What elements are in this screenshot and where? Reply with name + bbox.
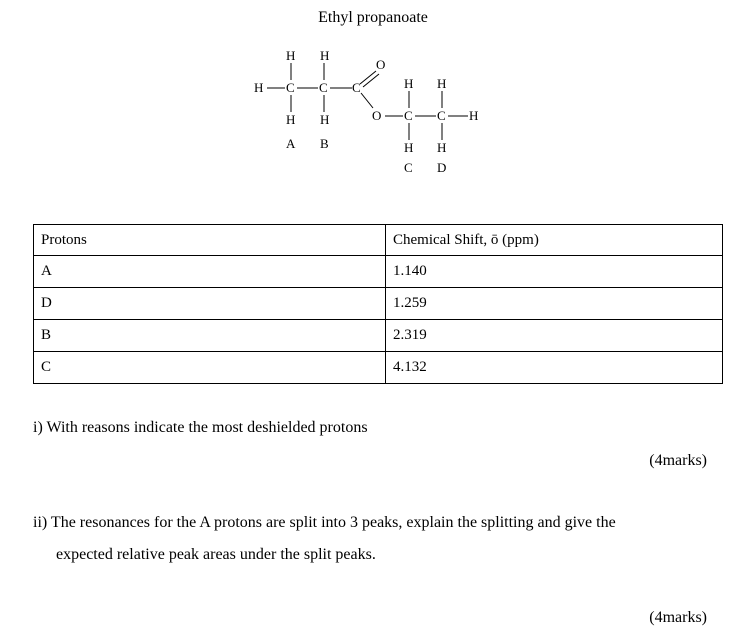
question-2-marks: (4marks) [649,609,707,626]
table-row [34,256,723,288]
question-2-line-1: ii) The resonances for the A protons are split into 3 peaks, explain the splitting and give the [33,514,616,531]
header-chemical-shift: Chemical Shift, ō (ppm) [386,225,723,256]
atom-c: C [319,80,328,95]
atom-h: H [437,76,447,91]
chemical-shift-table [33,224,723,384]
table-row [34,320,723,352]
atom-h: H [404,140,414,155]
atom-c: C [437,108,446,123]
shift-cell: 2.319 [386,320,723,352]
page-title: Ethyl propanoate [318,9,428,26]
atom-h: H [437,140,447,155]
table-row [34,288,723,320]
label-a: A [286,136,296,151]
atom-c: C [286,80,295,95]
structural-formula [240,40,500,190]
atom-h: H [320,48,330,63]
label-c: C [404,160,413,175]
proton-cell: B [34,320,386,352]
atom-o: O [372,108,382,123]
question-2-line-2: expected relative peak areas under the split peaks. [56,546,376,563]
atom-c: C [352,80,361,95]
atom-h: H [286,48,296,63]
label-d: D [437,160,447,175]
label-b: B [320,136,329,151]
question-1-marks: (4marks) [649,452,707,469]
shift-cell: 4.132 [386,352,723,384]
atom-h: H [254,80,264,95]
shift-cell: 1.259 [386,288,723,320]
atom-h: H [469,108,479,123]
atom-h: H [320,112,330,127]
atom-h: H [286,112,296,127]
question-1-text: i) With reasons indicate the most deshielded protons [33,419,368,436]
shift-cell: 1.140 [386,256,723,288]
proton-cell: A [34,256,386,288]
header-protons: Protons [34,225,386,256]
proton-cell: D [34,288,386,320]
table-header-row [34,225,723,256]
table-row [34,352,723,384]
atom-o: O [376,57,386,72]
atom-c: C [404,108,413,123]
atom-h: H [404,76,414,91]
proton-cell: C [34,352,386,384]
